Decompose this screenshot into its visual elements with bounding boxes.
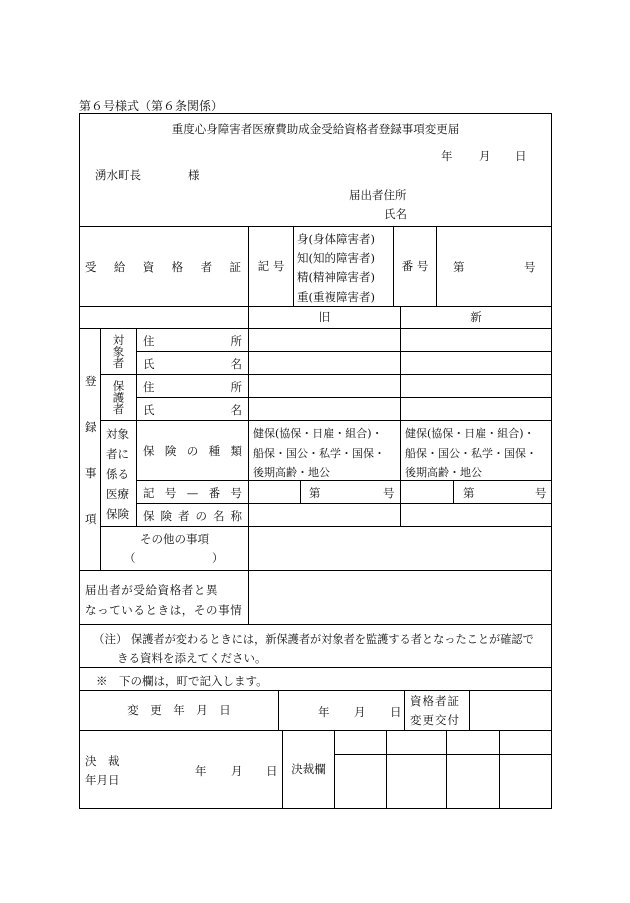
change-year: 年 bbox=[318, 705, 330, 719]
subject-address-label: 住 所 bbox=[143, 334, 242, 348]
guardian-address-label: 住 所 bbox=[143, 380, 242, 394]
registered-label-3: 事 bbox=[85, 466, 97, 480]
applicant-address-label: 届出者住所 bbox=[349, 188, 407, 202]
note-line-2: きる資料を添えてください。 bbox=[117, 651, 267, 665]
border-top bbox=[79, 113, 552, 114]
cert-label: 受 給 資 格 者 証 bbox=[85, 260, 241, 274]
rule bbox=[278, 690, 279, 730]
change-month: 月 bbox=[354, 705, 366, 719]
rule bbox=[100, 374, 552, 375]
note-line-1: 保護者が変わるときには，新保護者が対象者を監護する者となったことが確認で bbox=[131, 633, 534, 646]
new-go: 号 bbox=[535, 486, 547, 500]
rule bbox=[136, 328, 137, 526]
date-month: 月 bbox=[479, 149, 491, 163]
other-items-label: その他の事項 bbox=[140, 532, 209, 546]
insurance-type-label: 保 険 の 種 類 bbox=[143, 444, 242, 458]
new-dai: 第 bbox=[463, 486, 475, 500]
cert-number-label: 番 号 bbox=[401, 259, 429, 273]
insurer-name-label: 保 険 者 の 名 称 bbox=[143, 509, 242, 523]
subject-name-label: 氏 名 bbox=[143, 357, 242, 371]
cert-symbol-label: 記 号 bbox=[257, 259, 285, 273]
reason-label: 届出者が受給資格者と異 なっているときは，その事情 bbox=[85, 583, 243, 617]
cert-change-issue-label: 資格者証 変更交付 bbox=[410, 694, 460, 727]
rule bbox=[79, 667, 552, 668]
change-day: 日 bbox=[390, 705, 402, 719]
old-dai: 第 bbox=[309, 486, 321, 500]
office-use-note: ※ 下の欄は，町で記入します。 bbox=[96, 674, 268, 688]
rule bbox=[136, 397, 552, 398]
rule bbox=[300, 480, 301, 503]
guardian-label: 保護者 bbox=[111, 379, 126, 415]
rule bbox=[334, 754, 552, 755]
disability-types: 身(身体障害者) 知(知的障害者) 精(精神障害者) 重(重複障害者) bbox=[297, 232, 375, 304]
note-prefix: （注） bbox=[93, 632, 128, 646]
rule bbox=[136, 503, 552, 504]
old-go: 号 bbox=[383, 486, 395, 500]
rule bbox=[436, 226, 437, 306]
rule bbox=[386, 730, 387, 808]
rule bbox=[469, 690, 470, 730]
rule bbox=[446, 730, 447, 808]
insurance-options-old: 健保(協保・日雇・組合)・ 船保・国公・私学・国保・ 後期高齢・地公 bbox=[253, 427, 385, 479]
border-bottom bbox=[79, 808, 552, 809]
change-date-label: 変 更 年 月 日 bbox=[127, 703, 231, 717]
other-items-paren-close: ） bbox=[212, 551, 224, 565]
decision-day: 日 bbox=[266, 764, 278, 778]
rule bbox=[79, 624, 552, 625]
other-items-paren-open: （ bbox=[124, 551, 136, 565]
rule bbox=[334, 730, 335, 808]
cert-go: 号 bbox=[524, 260, 536, 274]
addressee-name: 湧水町長 bbox=[95, 168, 141, 182]
decision-label-1: 決 裁 bbox=[85, 754, 120, 768]
rule bbox=[499, 730, 500, 808]
registered-label-1: 登 bbox=[85, 374, 97, 388]
insurance-options-new: 健保(協保・日雇・組合)・ 船保・国公・私学・国保・ 後期高齢・地公 bbox=[405, 427, 537, 479]
rule bbox=[136, 351, 552, 352]
cert-dai: 第 bbox=[453, 260, 465, 274]
rule bbox=[79, 328, 552, 329]
guardian-name-label: 氏 名 bbox=[143, 403, 242, 417]
date-year: 年 bbox=[441, 149, 453, 163]
applicant-name-label: 氏名 bbox=[384, 207, 407, 221]
column-old: 旧 bbox=[318, 310, 331, 324]
date-day: 日 bbox=[515, 149, 527, 163]
form-number-label: 第６号様式（第６条関係） bbox=[79, 99, 224, 113]
symbol-number-label: 記 号 — 番 号 bbox=[143, 486, 242, 500]
rule bbox=[79, 226, 552, 227]
decision-column-label: 決裁欄 bbox=[291, 762, 326, 776]
rule bbox=[400, 306, 401, 526]
insurance-group-label: 対象 者に 係る 医療 保険 bbox=[106, 427, 129, 521]
rule bbox=[100, 526, 552, 527]
form-title: 重度心身障害者医療費助成金受給資格者登録事項変更届 bbox=[171, 122, 460, 136]
column-new: 新 bbox=[470, 310, 482, 324]
rule bbox=[293, 226, 294, 306]
rule bbox=[404, 690, 405, 730]
registered-label-4: 項 bbox=[85, 512, 97, 526]
subject-label: 対象者 bbox=[111, 333, 126, 369]
rule bbox=[100, 420, 552, 421]
rule bbox=[79, 570, 552, 571]
decision-year: 年 bbox=[195, 764, 207, 778]
registered-label-2: 録 bbox=[85, 420, 97, 434]
decision-label-2: 年月日 bbox=[85, 773, 120, 787]
addressee-suffix: 様 bbox=[188, 168, 200, 182]
border-right bbox=[551, 113, 552, 809]
decision-month: 月 bbox=[231, 764, 243, 778]
rule bbox=[453, 480, 454, 503]
